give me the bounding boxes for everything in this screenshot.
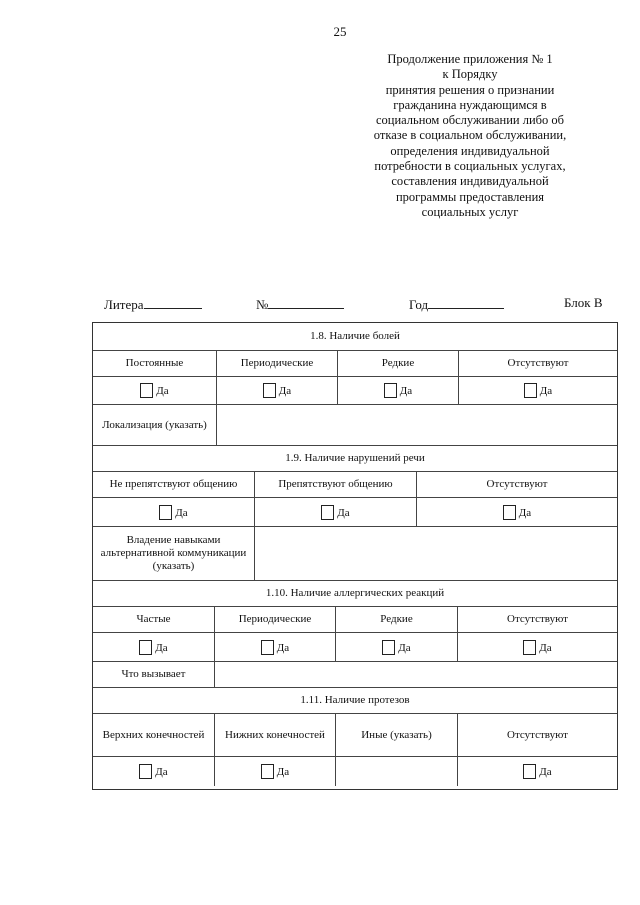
block-label: Блок В bbox=[564, 295, 603, 310]
allergy-cause-row bbox=[93, 661, 617, 687]
column-header: Периодические bbox=[216, 351, 337, 376]
appendix-line: определения индивидуальной bbox=[390, 143, 550, 158]
checkbox-box[interactable] bbox=[261, 764, 274, 779]
checkbox[interactable] bbox=[523, 640, 551, 655]
alt-comm-label: Владение навыками альтернативной коммуникации (указать) bbox=[100, 534, 247, 572]
page-number: 25 bbox=[333, 24, 347, 39]
appendix-line: составления индивидуальной bbox=[391, 174, 549, 189]
appendix-line: социальном обслуживании либо об bbox=[375, 113, 565, 128]
section-title: 1.11. Наличие протезов bbox=[300, 694, 410, 706]
column-header: Не препятствуют общению bbox=[109, 478, 238, 490]
appendix-line: программы предоставления bbox=[395, 189, 545, 204]
column-header: Отсутствуют bbox=[457, 607, 617, 632]
checkbox-box[interactable] bbox=[263, 383, 276, 398]
speech-checkbox-row bbox=[93, 497, 617, 526]
appendix-line: гражданина нуждающимся в bbox=[393, 97, 547, 112]
checkbox-box[interactable] bbox=[139, 764, 152, 779]
checkbox[interactable] bbox=[523, 764, 551, 779]
checkbox-label: Да bbox=[518, 506, 532, 519]
allergy-columns-row bbox=[93, 606, 617, 632]
prosthesis-columns-row bbox=[93, 713, 617, 756]
number-blank[interactable] bbox=[268, 295, 344, 309]
column-header: Периодические bbox=[214, 607, 335, 632]
speech-columns-row bbox=[93, 471, 617, 497]
checkbox-label: Да bbox=[278, 385, 292, 397]
checkbox-box[interactable] bbox=[139, 640, 152, 655]
pain-localization-row bbox=[93, 404, 617, 445]
checkbox[interactable] bbox=[159, 505, 187, 520]
checkbox-label: Да bbox=[539, 385, 553, 397]
appendix-line: принятия решения о признании bbox=[385, 82, 555, 97]
section-header-prosthesis bbox=[93, 687, 617, 713]
checkbox-box[interactable] bbox=[524, 383, 537, 398]
checkbox[interactable] bbox=[139, 640, 167, 655]
checkbox-box[interactable] bbox=[503, 505, 516, 520]
checkbox-box[interactable] bbox=[140, 383, 153, 398]
form-header-line bbox=[104, 295, 616, 315]
appendix-heading bbox=[345, 52, 595, 220]
checkbox-box[interactable] bbox=[261, 640, 274, 655]
checkbox[interactable] bbox=[524, 383, 552, 398]
checkbox-label: Да bbox=[276, 766, 290, 778]
column-header: Постоянные bbox=[125, 357, 184, 369]
number-field[interactable] bbox=[256, 295, 344, 313]
column-header: Частые bbox=[136, 613, 171, 625]
column-header: Отсутствуют bbox=[416, 472, 617, 497]
appendix-line: отказе в социальном обслуживании, bbox=[373, 128, 567, 143]
number-label: № bbox=[256, 297, 269, 312]
checkbox-box[interactable] bbox=[159, 505, 172, 520]
appendix-line: потребности в социальных услугах, bbox=[374, 159, 566, 174]
checkbox-label: Да bbox=[539, 641, 552, 654]
column-header: Редкие bbox=[335, 607, 457, 632]
checkbox-box[interactable] bbox=[321, 505, 334, 520]
appendix-line: Продолжение приложения № 1 bbox=[387, 52, 553, 66]
checkbox-label: Да bbox=[398, 641, 411, 654]
litera-label: Литера bbox=[104, 297, 144, 312]
other-prosthesis-input[interactable] bbox=[335, 757, 457, 786]
checkbox[interactable] bbox=[261, 764, 289, 779]
column-header: Препятствуют общению bbox=[254, 472, 416, 497]
appendix-line: к Порядку bbox=[442, 67, 498, 82]
section-title: 1.8. Наличие болей bbox=[310, 330, 400, 342]
section-header-allergy bbox=[93, 580, 617, 606]
checkbox-label: Да bbox=[155, 766, 168, 778]
section-header-pain bbox=[93, 323, 617, 350]
alt-comm-input[interactable] bbox=[254, 527, 617, 580]
checkbox-box[interactable] bbox=[523, 640, 536, 655]
section-header-speech bbox=[93, 445, 617, 471]
year-blank[interactable] bbox=[428, 295, 504, 309]
checkbox[interactable] bbox=[139, 764, 167, 779]
column-header: Отсутствуют bbox=[457, 714, 617, 756]
year-label: Год bbox=[409, 297, 429, 312]
speech-alt-comm-row bbox=[93, 526, 617, 580]
checkbox-label: Да bbox=[276, 641, 290, 654]
checkbox[interactable] bbox=[321, 505, 349, 520]
section-title: 1.9. Наличие нарушений речи bbox=[285, 452, 425, 464]
column-header: Верхних конечностей bbox=[102, 728, 205, 741]
pain-checkbox-row bbox=[93, 376, 617, 404]
column-header: Отсутствуют bbox=[458, 351, 617, 376]
checkbox-box[interactable] bbox=[382, 640, 395, 655]
allergy-checkbox-row bbox=[93, 632, 617, 661]
checkbox-box[interactable] bbox=[384, 383, 397, 398]
checkbox-label: Да bbox=[155, 641, 168, 654]
localization-input[interactable] bbox=[216, 405, 617, 445]
allergy-cause-label: Что вызывает bbox=[121, 668, 186, 680]
checkbox-label: Да bbox=[337, 506, 350, 519]
checkbox[interactable] bbox=[263, 383, 291, 398]
column-header: Иные (указать) bbox=[335, 714, 457, 756]
litera-blank[interactable] bbox=[144, 295, 202, 309]
checkbox-label: Да bbox=[399, 385, 413, 397]
checkbox-label: Да bbox=[175, 506, 188, 519]
checkbox[interactable] bbox=[261, 640, 289, 655]
localization-label: Локализация (указать) bbox=[102, 418, 207, 431]
column-header: Нижних конечностей bbox=[214, 714, 335, 756]
allergy-cause-input[interactable] bbox=[214, 662, 617, 687]
checkbox[interactable] bbox=[140, 383, 168, 398]
year-field[interactable] bbox=[409, 295, 504, 313]
assessment-form-table bbox=[92, 322, 618, 790]
checkbox-box[interactable] bbox=[523, 764, 536, 779]
prosthesis-checkbox-row bbox=[93, 756, 617, 786]
appendix-line: социальных услуг bbox=[421, 204, 519, 219]
section-title: 1.10. Наличие аллергических реакций bbox=[265, 587, 445, 599]
column-header: Редкие bbox=[337, 351, 458, 376]
checkbox-label: Да bbox=[539, 766, 552, 778]
pain-columns-row bbox=[93, 350, 617, 376]
litera-field[interactable] bbox=[104, 295, 202, 313]
checkbox[interactable] bbox=[382, 640, 410, 655]
checkbox[interactable] bbox=[503, 505, 531, 520]
checkbox-label: Да bbox=[156, 385, 169, 397]
checkbox[interactable] bbox=[384, 383, 412, 398]
